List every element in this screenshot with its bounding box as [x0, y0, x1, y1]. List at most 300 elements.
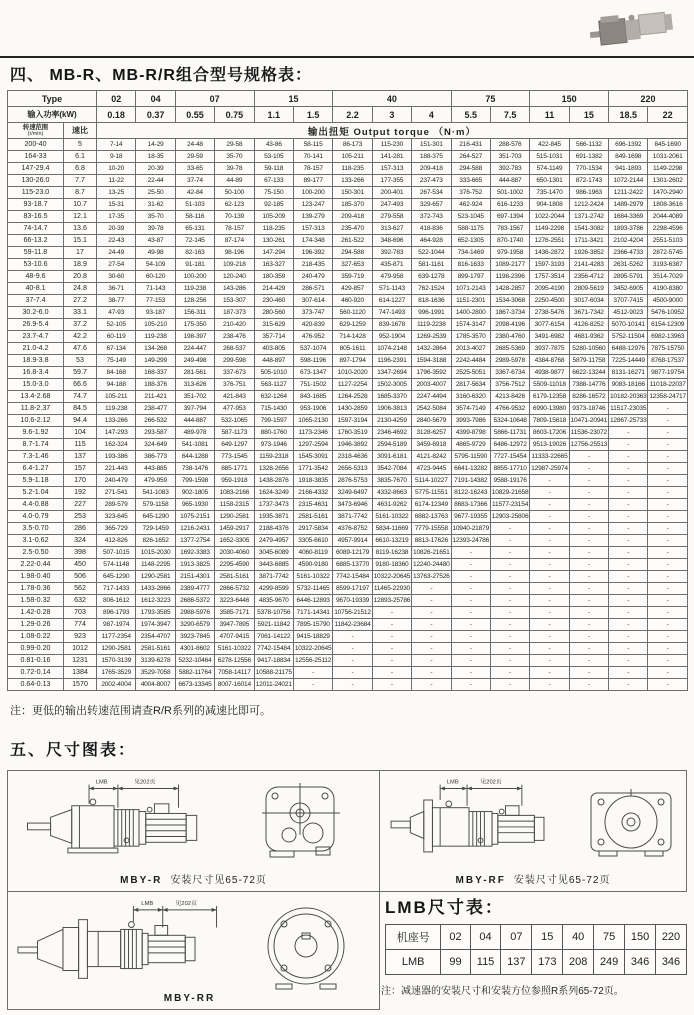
torque-cell: 376-751 — [215, 379, 254, 391]
torque-cell: 38-77 — [97, 295, 136, 307]
torque-cell: 1010-2020 — [333, 367, 372, 379]
table-row — [8, 451, 688, 463]
torque-cell: - — [530, 559, 569, 571]
torque-cell: - — [412, 655, 451, 667]
torque-cell: 1684-3369 — [609, 211, 648, 223]
speed-cell: 0.99-0.20 — [8, 643, 64, 655]
torque-cell: - — [609, 547, 648, 559]
torque-cell: 691-1382 — [569, 151, 608, 163]
torque-cell: 4126-8252 — [569, 319, 608, 331]
table-row — [8, 595, 688, 607]
torque-cell: 8855-17710 — [490, 463, 529, 475]
ratio-cell: 170 — [64, 475, 97, 487]
lmb-header: LMB — [386, 950, 441, 975]
speed-cell: 1.08-0.22 — [8, 631, 64, 643]
torque-cell: 392-783 — [490, 163, 529, 175]
torque-cell: 435-871 — [372, 259, 411, 271]
torque-cell: 9415-18829 — [293, 631, 332, 643]
torque-cell: 2130-4259 — [372, 415, 411, 427]
ratio-cell: 1384 — [64, 667, 97, 679]
torque-cell: 649-1297 — [215, 439, 254, 451]
torque-cell: 105-211 — [97, 391, 136, 403]
speed-cell: 6.4-1.27 — [8, 463, 64, 475]
ratio-cell: 450 — [64, 559, 97, 571]
torque-cell: - — [648, 415, 687, 427]
table-row — [8, 403, 688, 415]
torque-cell: 2809-5619 — [569, 283, 608, 295]
torque-cell: - — [609, 571, 648, 583]
torque-cell: 8286-16572 — [569, 391, 608, 403]
speed-range-unit: (r/min) — [27, 131, 44, 137]
torque-cell: 22-43 — [97, 235, 136, 247]
torque-cell: 94-188 — [97, 379, 136, 391]
torque-cell: 2656-5313 — [333, 463, 372, 475]
torque-cell: 386-773 — [136, 451, 175, 463]
torque-cell: 30-60 — [97, 271, 136, 283]
table-row — [8, 535, 688, 547]
torque-cell: 17-35 — [97, 211, 136, 223]
ratio-cell: 253 — [64, 511, 97, 523]
torque-cell: 91-181 — [175, 259, 214, 271]
torque-cell: 162-324 — [97, 439, 136, 451]
torque-cell: 2594-5189 — [372, 439, 411, 451]
torque-cell: 5378-10756 — [254, 607, 293, 619]
ratio-cell: 27.2 — [64, 295, 97, 307]
torque-cell: 479-959 — [136, 475, 175, 487]
lmb-value-cell: 346 — [625, 950, 656, 975]
lmb-value-cell: 208 — [563, 950, 594, 975]
torque-cell: - — [609, 583, 648, 595]
torque-cell: 10471-20941 — [569, 415, 608, 427]
torque-cell: - — [372, 619, 411, 631]
torque-cell: 71-143 — [136, 283, 175, 295]
table-row — [8, 199, 688, 211]
torque-cell: 348-696 — [372, 235, 411, 247]
torque-cell: 286-571 — [293, 283, 332, 295]
lmb-value-cell: 173 — [532, 950, 563, 975]
torque-cell: 7742-15484 — [254, 643, 293, 655]
torque-cell: 120-240 — [215, 271, 254, 283]
ratio-cell: 562 — [64, 583, 97, 595]
torque-cell: 2250-4500 — [530, 295, 569, 307]
torque-cell: 645-1290 — [136, 511, 175, 523]
torque-cell: 4384-8768 — [530, 355, 569, 367]
torque-cell: 2247-4494 — [412, 391, 451, 403]
torque-cell: 1177-2354 — [97, 631, 136, 643]
torque-cell: 9373-18746 — [569, 403, 608, 415]
torque-cell: 1290-2581 — [97, 643, 136, 655]
torque-cell: - — [490, 547, 529, 559]
torque-cell: 560-1120 — [333, 307, 372, 319]
torque-cell: 2872-5745 — [648, 247, 687, 259]
speed-cell: 1.42-0.28 — [8, 607, 64, 619]
torque-cell: - — [490, 619, 529, 631]
torque-cell: 3529-7058 — [136, 667, 175, 679]
torque-cell: 464-928 — [412, 235, 451, 247]
torque-cell: 2542-5084 — [412, 403, 451, 415]
torque-cell: - — [609, 595, 648, 607]
torque-cell: 267-534 — [412, 187, 451, 199]
speed-cell: 10.6-2.12 — [8, 415, 64, 427]
ratio-cell: 157 — [64, 463, 97, 475]
torque-cell: - — [648, 631, 687, 643]
torque-cell: 2866-5732 — [215, 583, 254, 595]
torque-cell: 10756-21512 — [333, 607, 372, 619]
torque-cell: - — [648, 679, 687, 691]
torque-cell: 70-139 — [215, 211, 254, 223]
torque-cell: 2380-4760 — [490, 331, 529, 343]
torque-cell: 5476-10952 — [648, 307, 687, 319]
torque-cell: 1290-2581 — [215, 511, 254, 523]
ratio-cell: 506 — [64, 571, 97, 583]
ratio-cell: 7.7 — [64, 175, 97, 187]
speed-cell: 37-7.4 — [8, 295, 64, 307]
type-header: Type — [8, 91, 97, 107]
table-row — [8, 391, 688, 403]
torque-cell: 216-431 — [451, 139, 490, 151]
dim-label-lmb: LMB — [95, 779, 108, 786]
torque-cell: 4957-9914 — [333, 535, 372, 547]
torque-cell: 987-1974 — [97, 619, 136, 631]
torque-cell: 799-1598 — [175, 475, 214, 487]
torque-cell: 230-460 — [254, 295, 293, 307]
torque-cell: 134-268 — [136, 343, 175, 355]
mby-rf-end-view — [585, 783, 677, 867]
torque-cell: 1765-3529 — [97, 667, 136, 679]
torque-cell: 843-1685 — [293, 391, 332, 403]
torque-cell: 952-1904 — [372, 331, 411, 343]
lmb-value-row — [386, 950, 687, 975]
torque-cell: 151-301 — [412, 139, 451, 151]
torque-cell: 7171-14341 — [293, 607, 332, 619]
torque-cell: 412-826 — [97, 535, 136, 547]
speed-cell: 8.7-1.74 — [8, 439, 64, 451]
type-col-header: 04 — [136, 91, 175, 107]
torque-cell: 210-420 — [215, 319, 254, 331]
table-row — [8, 319, 688, 331]
torque-cell: 2003-4007 — [412, 379, 451, 391]
torque-cell: 1269-2539 — [412, 331, 451, 343]
table-row — [8, 367, 688, 379]
torque-cell: 372-743 — [412, 211, 451, 223]
torque-cell: 2876-5753 — [333, 475, 372, 487]
ratio-cell: 59.7 — [64, 367, 97, 379]
torque-cell: - — [451, 559, 490, 571]
torque-cell: - — [609, 679, 648, 691]
torque-cell: 4399-8798 — [451, 427, 490, 439]
ratio-cell: 104 — [64, 427, 97, 439]
torque-cell: 59-118 — [254, 163, 293, 175]
torque-cell: - — [569, 547, 608, 559]
torque-cell: 10322-20645 — [293, 643, 332, 655]
torque-cell: - — [569, 643, 608, 655]
power-value: 22 — [648, 107, 687, 123]
torque-cell: 2525-5051 — [451, 367, 490, 379]
torque-cell: - — [609, 655, 648, 667]
speed-cell: 23.7-4.7 — [8, 331, 64, 343]
torque-cell: 7727-15454 — [490, 451, 529, 463]
speed-cell: 74-14.7 — [8, 223, 64, 235]
torque-cell: 1151-2301 — [451, 295, 490, 307]
power-value: 5.5 — [451, 107, 490, 123]
mby-rr-caption — [8, 993, 379, 1004]
torque-cell: - — [451, 619, 490, 631]
torque-cell: 11018-22037 — [648, 379, 687, 391]
torque-cell: 973-1946 — [254, 439, 293, 451]
table-row — [8, 139, 688, 151]
torque-cell: 571-1143 — [372, 283, 411, 295]
table-row — [8, 643, 688, 655]
torque-cell: 6278-12556 — [215, 655, 254, 667]
ratio-cell: 33.1 — [64, 307, 97, 319]
torque-cell: 697-1394 — [490, 211, 529, 223]
lmb-note: 注：减速器的安装尺寸和安装方位参照R系列65-72页。 — [381, 986, 624, 997]
torque-cell: 4766-9532 — [490, 403, 529, 415]
power-value: 0.75 — [215, 107, 254, 123]
torque-cell: 279-558 — [372, 211, 411, 223]
torque-cell: - — [569, 451, 608, 463]
torque-cell: - — [333, 655, 372, 667]
torque-cell: 5070-10141 — [609, 319, 648, 331]
torque-cell: - — [412, 667, 451, 679]
torque-cell: 105-211 — [333, 151, 372, 163]
torque-cell: 880-1760 — [254, 427, 293, 439]
torque-cell: 1065-2130 — [293, 415, 332, 427]
torque-cell: 214-429 — [254, 283, 293, 295]
torque-cell: - — [609, 607, 648, 619]
lmb-value-cell: 346 — [656, 950, 687, 975]
torque-cell: - — [648, 487, 687, 499]
ratio-cell: 84.5 — [64, 403, 97, 415]
ratio-cell: 42.2 — [64, 331, 97, 343]
frame-size-cell: 07 — [501, 925, 532, 950]
torque-cell: 2188-4376 — [254, 523, 293, 535]
lmb-size-panel — [379, 891, 687, 1010]
torque-cell: 109-218 — [215, 259, 254, 271]
torque-cell: 4332-8663 — [372, 487, 411, 499]
torque-cell: 1541-3082 — [569, 223, 608, 235]
torque-cell: 2151-4301 — [175, 571, 214, 583]
torque-cell: 3514-7029 — [648, 271, 687, 283]
torque-cell: - — [451, 571, 490, 583]
torque-cell: - — [372, 655, 411, 667]
torque-cell: 4681-9362 — [569, 331, 608, 343]
table-row — [8, 163, 688, 175]
torque-cell: 133-266 — [97, 415, 136, 427]
header-divider — [0, 56, 694, 58]
torque-cell: 1198-2396 — [490, 271, 529, 283]
ratio-cell: 1231 — [64, 655, 97, 667]
torque-cell: - — [530, 655, 569, 667]
torque-cell: - — [609, 667, 648, 679]
torque-cell: - — [333, 643, 372, 655]
torque-cell: 10-20 — [97, 163, 136, 175]
speed-cell: 53-10.6 — [8, 259, 64, 271]
torque-cell: 523-1045 — [451, 211, 490, 223]
torque-cell: 3077-6154 — [530, 319, 569, 331]
torque-cell: 489-978 — [175, 427, 214, 439]
torque-cell: 849-1698 — [609, 151, 648, 163]
torque-cell: 444-887 — [490, 175, 529, 187]
torque-cell: 235-470 — [333, 223, 372, 235]
table-row — [8, 523, 688, 535]
torque-cell: 147-293 — [97, 427, 136, 439]
torque-cell: 70-141 — [293, 151, 332, 163]
torque-cell: 10826-21651 — [412, 547, 451, 559]
torque-cell: - — [648, 499, 687, 511]
speed-cell: 1.78-0.36 — [8, 583, 64, 595]
torque-cell: 373-747 — [293, 307, 332, 319]
torque-cell: 996-1991 — [412, 307, 451, 319]
torque-cell: 5114-10227 — [412, 475, 451, 487]
torque-cell: 4707-9415 — [215, 631, 254, 643]
torque-cell: 7779-15558 — [412, 523, 451, 535]
torque-cell: 3871-7742 — [333, 511, 372, 523]
torque-cell: 313-627 — [372, 223, 411, 235]
torque-cell: 3017-6034 — [569, 295, 608, 307]
torque-cell: - — [648, 595, 687, 607]
torque-cell: 11465-22930 — [372, 583, 411, 595]
torque-cell: 7191-14382 — [451, 475, 490, 487]
torque-cell: 826-1652 — [136, 535, 175, 547]
torque-cell: 1276-2551 — [530, 235, 569, 247]
torque-cell: 33-65 — [175, 163, 214, 175]
power-value: 15 — [569, 107, 608, 123]
type-col-header: 75 — [451, 91, 530, 107]
torque-cell: 4376-8752 — [333, 523, 372, 535]
frame-size-cell: 150 — [625, 925, 656, 950]
torque-cell: 4590-9180 — [293, 559, 332, 571]
table-row — [8, 307, 688, 319]
torque-cell: 581-1161 — [412, 259, 451, 271]
speed-cell: 1.29-0.26 — [8, 619, 64, 631]
ratio-cell: 5 — [64, 139, 97, 151]
torque-cell: 53-105 — [254, 151, 293, 163]
torque-cell: - — [648, 523, 687, 535]
type-col-header: 220 — [609, 91, 688, 107]
torque-cell: - — [451, 607, 490, 619]
torque-cell: 280-560 — [254, 307, 293, 319]
torque-cell: 4301-8602 — [175, 643, 214, 655]
torque-cell: 614-1227 — [372, 295, 411, 307]
torque-cell: 9588-19176 — [490, 475, 529, 487]
torque-cell: 264-527 — [451, 151, 490, 163]
torque-cell: 196-392 — [293, 247, 332, 259]
table-row — [8, 271, 688, 283]
speed-cell: 4.4-0.88 — [8, 499, 64, 511]
ratio-cell: 8.7 — [64, 187, 97, 199]
table-row — [8, 355, 688, 367]
torque-cell: 1946-3892 — [333, 439, 372, 451]
ratio-cell: 53 — [64, 355, 97, 367]
ratio-cell: 37.2 — [64, 319, 97, 331]
torque-cell: 12893-25786 — [372, 595, 411, 607]
torque-cell: 35-70 — [215, 151, 254, 163]
torque-cell: - — [412, 643, 451, 655]
ratio-cell: 6.1 — [64, 151, 97, 163]
table-row — [8, 379, 688, 391]
torque-cell: 54-109 — [136, 259, 175, 271]
ratio-cell: 774 — [64, 619, 97, 631]
torque-cell: 8122-16243 — [451, 487, 490, 499]
torque-cell: - — [569, 475, 608, 487]
speed-cell: 15.0-3.0 — [8, 379, 64, 391]
torque-cell: 1127-2254 — [333, 379, 372, 391]
torque-cell: 89-177 — [293, 175, 332, 187]
torque-cell: 738-1476 — [175, 463, 214, 475]
torque-cell: 2989-5978 — [490, 355, 529, 367]
torque-cell: 588-1175 — [451, 223, 490, 235]
torque-cell: 327-653 — [333, 259, 372, 271]
ratio-cell: 66.6 — [64, 379, 97, 391]
torque-cell: - — [648, 547, 687, 559]
torque-cell: 209-418 — [412, 163, 451, 175]
torque-cell: 979-1958 — [490, 247, 529, 259]
torque-cell: - — [490, 631, 529, 643]
speed-cell: 1.58-0.32 — [8, 595, 64, 607]
speed-cell: 0.64-0.13 — [8, 679, 64, 691]
torque-cell: 541-1081 — [175, 439, 214, 451]
torque-cell: 747-1493 — [372, 307, 411, 319]
torque-cell: 12240-24480 — [412, 559, 451, 571]
torque-cell: 1328-2656 — [254, 463, 293, 475]
torque-cell: 2318-4636 — [333, 451, 372, 463]
torque-cell: 119-238 — [175, 283, 214, 295]
type-col-header: 40 — [333, 91, 451, 107]
torque-cell: 78-157 — [293, 163, 332, 175]
ratio-cell: 1012 — [64, 643, 97, 655]
torque-cell: - — [569, 595, 608, 607]
torque-cell: 3756-7512 — [490, 379, 529, 391]
torque-cell: - — [530, 547, 569, 559]
torque-cell: 714-1428 — [333, 331, 372, 343]
torque-cell: 5161-10322 — [293, 571, 332, 583]
torque-cell: 20-39 — [136, 163, 175, 175]
ratio-cell: 923 — [64, 631, 97, 643]
torque-cell: 420-839 — [293, 319, 332, 331]
torque-cell: - — [530, 487, 569, 499]
torque-cell: - — [569, 631, 608, 643]
torque-cell: 31-62 — [136, 199, 175, 211]
table-row — [8, 211, 688, 223]
power-value: 7.5 — [490, 107, 529, 123]
torque-cell: 65-131 — [175, 223, 214, 235]
torque-cell: 8599-17197 — [333, 583, 372, 595]
torque-cell: 872-1743 — [569, 175, 608, 187]
torque-cell: 1470-2940 — [648, 187, 687, 199]
torque-cell: 221-443 — [97, 463, 136, 475]
torque-cell: 1534-3068 — [490, 295, 529, 307]
torque-cell: 293-587 — [136, 427, 175, 439]
mby-rr-side-view — [16, 898, 241, 1000]
torque-cell: - — [648, 511, 687, 523]
torque-cell: 8603-17206 — [530, 427, 569, 439]
torque-cell: 60-119 — [97, 331, 136, 343]
torque-cell: 105-209 — [254, 211, 293, 223]
torque-cell: 1377-2754 — [175, 535, 214, 547]
speed-cell: 164-33 — [8, 151, 64, 163]
table-row — [8, 427, 688, 439]
dim-label-page: 见202页 — [175, 900, 197, 907]
torque-cell: 1793-3585 — [136, 607, 175, 619]
torque-cell: 7875-15750 — [648, 343, 687, 355]
torque-cell: 1597-3193 — [530, 259, 569, 271]
lmb-table-title: LMB尺寸表： — [385, 898, 504, 917]
torque-cell: - — [490, 595, 529, 607]
torque-cell: 5882-11764 — [175, 667, 214, 679]
torque-cell: 75-150 — [254, 187, 293, 199]
torque-cell: 598-1196 — [293, 355, 332, 367]
